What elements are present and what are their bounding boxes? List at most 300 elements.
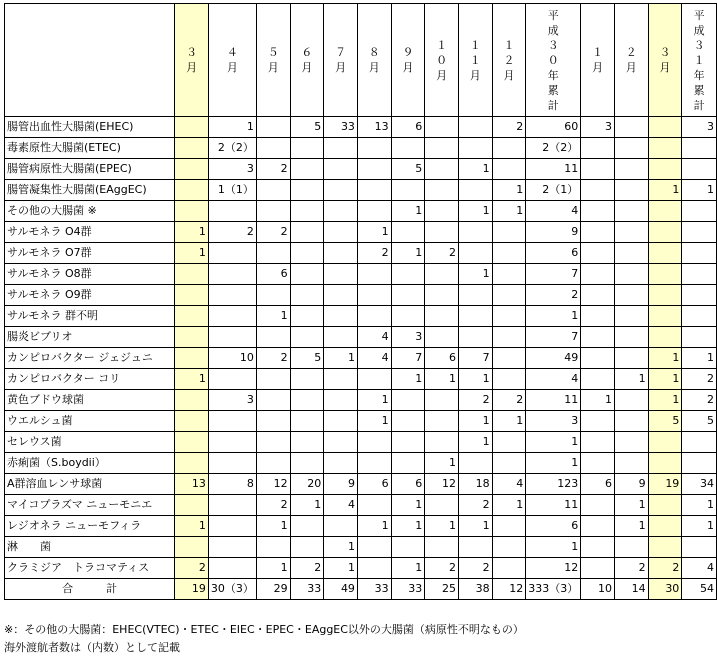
table-cell: [208, 201, 256, 222]
column-header: [324, 4, 358, 117]
table-cell: [614, 390, 648, 411]
table-cell: [324, 327, 358, 348]
table-cell: [256, 285, 290, 306]
table-cell: 49: [324, 579, 358, 600]
row-label: カンピロバクター ジェジュニ: [5, 348, 175, 369]
table-cell: [492, 327, 526, 348]
table-cell: [175, 201, 209, 222]
table-cell: [208, 306, 256, 327]
table-row: [5, 537, 717, 558]
table-cell: 1: [357, 390, 391, 411]
table-cell: [492, 348, 526, 369]
table-cell: 8: [208, 474, 256, 495]
column-header-label: 平成３１年累計: [693, 8, 705, 112]
table-cell: [290, 264, 324, 285]
table-cell: 1: [682, 495, 717, 516]
table-cell: [208, 516, 256, 537]
column-header: [648, 4, 682, 117]
column-header: [290, 4, 324, 117]
table-cell: 5: [682, 411, 717, 432]
table-cell: [324, 285, 358, 306]
table-cell: [581, 285, 615, 306]
table-cell: [581, 327, 615, 348]
column-header: [581, 4, 615, 117]
table-cell: [175, 138, 209, 159]
table-cell: [208, 537, 256, 558]
table-cell: [492, 159, 526, 180]
table-cell: [357, 138, 391, 159]
table-cell: 6: [391, 474, 425, 495]
row-label: サルモネラ O9群: [5, 285, 175, 306]
table-row: [5, 495, 717, 516]
table-cell: [175, 180, 209, 201]
table-cell: [290, 516, 324, 537]
row-label: マイコプラズマ ニューモニエ: [5, 495, 175, 516]
table-cell: 11: [526, 390, 581, 411]
table-cell: 1: [175, 369, 209, 390]
column-header-label: 平成３０年累計: [547, 8, 559, 112]
table-cell: 1: [458, 159, 492, 180]
column-header-label: ７月: [335, 46, 347, 74]
table-cell: [425, 537, 459, 558]
table-cell: [492, 516, 526, 537]
table-cell: [357, 558, 391, 579]
table-cell: [256, 537, 290, 558]
table-cell: [208, 411, 256, 432]
column-header-label: １１月: [469, 38, 481, 82]
table-row: [5, 306, 717, 327]
table-cell: [357, 432, 391, 453]
table-cell: 1: [614, 495, 648, 516]
table-cell: [492, 558, 526, 579]
table-cell: [648, 117, 682, 138]
table-cell: 1: [458, 432, 492, 453]
table-cell: 1: [425, 516, 459, 537]
table-cell: [581, 201, 615, 222]
table-row: [5, 558, 717, 579]
table-cell: [256, 243, 290, 264]
table-cell: [581, 558, 615, 579]
table-cell: 2（2）: [208, 138, 256, 159]
table-cell: [425, 138, 459, 159]
row-label: サルモネラ O4群: [5, 222, 175, 243]
table-cell: [290, 411, 324, 432]
row-label: セレウス菌: [5, 432, 175, 453]
table-cell: [391, 285, 425, 306]
table-cell: [175, 495, 209, 516]
table-cell: [614, 348, 648, 369]
row-label: サルモネラ O8群: [5, 264, 175, 285]
table-cell: [425, 306, 459, 327]
table-row: [5, 369, 717, 390]
table-cell: [492, 537, 526, 558]
notes: [4, 621, 524, 657]
table-cell: [492, 432, 526, 453]
table-cell: [682, 159, 717, 180]
table-cell: 7: [526, 327, 581, 348]
table-cell: 123: [526, 474, 581, 495]
table-cell: [357, 495, 391, 516]
table-cell: 2: [492, 390, 526, 411]
table-cell: [581, 537, 615, 558]
table-cell: [425, 432, 459, 453]
table-cell: 3: [682, 117, 717, 138]
table-cell: 4: [682, 558, 717, 579]
table-cell: [682, 222, 717, 243]
table-cell: 2: [256, 348, 290, 369]
row-label: 毒素原性大腸菌(ETEC): [5, 138, 175, 159]
table-cell: [391, 222, 425, 243]
table-cell: 1: [648, 348, 682, 369]
table-cell: [682, 537, 717, 558]
row-label: カンピロバクター コリ: [5, 369, 175, 390]
table-cell: 1: [324, 558, 358, 579]
column-header-label: ５月: [267, 46, 279, 74]
table-cell: [425, 180, 459, 201]
column-header: [175, 4, 209, 117]
table-cell: 3: [581, 117, 615, 138]
table-cell: [581, 180, 615, 201]
table-cell: [648, 222, 682, 243]
table-cell: [256, 411, 290, 432]
table-cell: 2: [256, 159, 290, 180]
table-cell: 1: [526, 306, 581, 327]
table-cell: 19: [175, 579, 209, 600]
table-cell: 1: [581, 390, 615, 411]
table-cell: [256, 369, 290, 390]
header-row: [5, 4, 717, 117]
table-cell: 10: [581, 579, 615, 600]
table-cell: [324, 411, 358, 432]
row-label: 腸管凝集性大腸菌(EAggEC): [5, 180, 175, 201]
table-cell: 10: [208, 348, 256, 369]
table-cell: [324, 432, 358, 453]
table-cell: 1: [526, 453, 581, 474]
table-cell: [648, 138, 682, 159]
table-cell: 1: [648, 390, 682, 411]
table-row: [5, 264, 717, 285]
table-cell: 12: [425, 474, 459, 495]
table-cell: [458, 285, 492, 306]
table-cell: [425, 495, 459, 516]
table-cell: [391, 411, 425, 432]
table-cell: [290, 159, 324, 180]
table-cell: [256, 117, 290, 138]
table-cell: [324, 180, 358, 201]
header-corner: [5, 4, 175, 117]
table-cell: [357, 285, 391, 306]
table-cell: 1: [290, 495, 324, 516]
table-cell: 1: [458, 516, 492, 537]
table-cell: [458, 306, 492, 327]
table-cell: 12: [492, 579, 526, 600]
table-cell: 5: [391, 159, 425, 180]
table-cell: [290, 138, 324, 159]
table-cell: 1: [175, 516, 209, 537]
table-cell: [425, 411, 459, 432]
table-cell: [682, 453, 717, 474]
table-cell: [391, 138, 425, 159]
table-cell: [581, 306, 615, 327]
table-cell: [290, 285, 324, 306]
row-label: 赤痢菌（S.boydii）: [5, 453, 175, 474]
column-header-label: ３月: [659, 46, 671, 74]
table-row: [5, 411, 717, 432]
table-cell: [425, 201, 459, 222]
table-row: [5, 453, 717, 474]
table-cell: [290, 327, 324, 348]
table-cell: 4: [357, 348, 391, 369]
table-cell: 9: [526, 222, 581, 243]
table-cell: [357, 201, 391, 222]
table-cell: [175, 411, 209, 432]
row-label: ウエルシュ菌: [5, 411, 175, 432]
table-cell: [682, 264, 717, 285]
table-cell: 1（1）: [208, 180, 256, 201]
column-header-label: １２月: [503, 38, 515, 82]
table-cell: [648, 264, 682, 285]
column-header: [391, 4, 425, 117]
table-cell: [682, 285, 717, 306]
table-cell: [581, 432, 615, 453]
table-cell: 2: [682, 390, 717, 411]
table-cell: [175, 327, 209, 348]
table-cell: 2: [492, 117, 526, 138]
table-cell: 1: [648, 369, 682, 390]
table-cell: 33: [290, 579, 324, 600]
table-cell: [581, 348, 615, 369]
table-cell: 1: [256, 516, 290, 537]
table-cell: 12: [256, 474, 290, 495]
table-cell: 1: [526, 432, 581, 453]
table-cell: [614, 411, 648, 432]
table-cell: 60: [526, 117, 581, 138]
column-header-label: ４月: [226, 46, 238, 74]
table-cell: 2（1）: [526, 180, 581, 201]
table-cell: 14: [614, 579, 648, 600]
table-cell: [357, 180, 391, 201]
table-cell: [425, 264, 459, 285]
table-cell: [324, 369, 358, 390]
table-cell: 1: [492, 411, 526, 432]
table-cell: [256, 180, 290, 201]
table-cell: [682, 138, 717, 159]
table-cell: [614, 222, 648, 243]
column-header: [682, 4, 717, 117]
pathogen-table: [4, 3, 717, 600]
table-cell: 2: [357, 243, 391, 264]
table-cell: 3: [391, 327, 425, 348]
table-cell: [581, 453, 615, 474]
table-cell: [324, 390, 358, 411]
table-cell: 2: [290, 558, 324, 579]
table-cell: 1: [324, 537, 358, 558]
table-cell: [290, 222, 324, 243]
table-cell: 2（2）: [526, 138, 581, 159]
table-cell: [290, 306, 324, 327]
table-cell: [425, 159, 459, 180]
table-cell: [581, 138, 615, 159]
table-cell: 1: [391, 369, 425, 390]
table-cell: [581, 516, 615, 537]
table-cell: 2: [682, 369, 717, 390]
table-cell: [648, 495, 682, 516]
table-cell: [648, 516, 682, 537]
table-cell: [324, 159, 358, 180]
table-cell: 1: [208, 117, 256, 138]
table-cell: 1: [357, 222, 391, 243]
table-cell: [290, 537, 324, 558]
table-cell: [208, 243, 256, 264]
table-cell: [324, 138, 358, 159]
column-header: [492, 4, 526, 117]
table-cell: [614, 159, 648, 180]
table-cell: 2: [175, 558, 209, 579]
table-row: [5, 432, 717, 453]
table-cell: [492, 453, 526, 474]
table-cell: 7: [526, 264, 581, 285]
table-cell: [458, 453, 492, 474]
table-cell: [208, 453, 256, 474]
table-row: [5, 243, 717, 264]
table-cell: 20: [290, 474, 324, 495]
table-cell: 33: [391, 579, 425, 600]
note-other-ecoli: ※：その他の大腸菌：EHEC(VTEC)・ETEC・EIEC・EPEC・EAggEC以外の大腸菌（病原性不明なもの）: [4, 623, 524, 636]
table-cell: 1: [492, 201, 526, 222]
table-cell: 1: [526, 537, 581, 558]
table-cell: 2: [256, 222, 290, 243]
table-cell: 49: [526, 348, 581, 369]
table-cell: 1: [682, 180, 717, 201]
table-cell: 2: [458, 390, 492, 411]
table-cell: [290, 453, 324, 474]
row-label: 淋 菌: [5, 537, 175, 558]
table-cell: [614, 180, 648, 201]
table-cell: [391, 432, 425, 453]
table-cell: 1: [492, 180, 526, 201]
column-header-label: １月: [592, 46, 604, 74]
table-row: [5, 138, 717, 159]
table-row: [5, 390, 717, 411]
table-cell: [208, 327, 256, 348]
table-cell: [208, 432, 256, 453]
table-cell: 11: [526, 159, 581, 180]
table-row: [5, 180, 717, 201]
table-cell: [614, 117, 648, 138]
table-cell: 1: [357, 411, 391, 432]
table-cell: 4: [357, 327, 391, 348]
table-cell: 2: [458, 558, 492, 579]
table-cell: [614, 327, 648, 348]
table-cell: [581, 369, 615, 390]
table-cell: [391, 180, 425, 201]
table-cell: 2: [526, 285, 581, 306]
column-header-label: ６月: [301, 46, 313, 74]
total-row: [5, 579, 717, 600]
table-cell: [682, 201, 717, 222]
table-cell: [425, 327, 459, 348]
table-cell: [256, 453, 290, 474]
table-cell: [324, 201, 358, 222]
table-cell: 18: [458, 474, 492, 495]
column-header: [208, 4, 256, 117]
table-cell: [324, 453, 358, 474]
row-label: レジオネラ ニューモフィラ: [5, 516, 175, 537]
table-cell: [391, 306, 425, 327]
table-cell: [682, 306, 717, 327]
table-cell: 2: [425, 558, 459, 579]
table-row: [5, 474, 717, 495]
table-row: [5, 327, 717, 348]
table-cell: 1: [492, 495, 526, 516]
table-cell: [425, 222, 459, 243]
table-row: [5, 516, 717, 537]
table-cell: 54: [682, 579, 717, 600]
table-cell: 33: [357, 579, 391, 600]
table-cell: 1: [357, 516, 391, 537]
table-cell: [648, 159, 682, 180]
table-cell: [175, 264, 209, 285]
table-cell: [357, 453, 391, 474]
table-cell: [175, 453, 209, 474]
table-cell: [290, 390, 324, 411]
table-cell: [581, 411, 615, 432]
table-cell: 19: [648, 474, 682, 495]
table-cell: [648, 201, 682, 222]
table-row: [5, 201, 717, 222]
row-label: サルモネラ O7群: [5, 243, 175, 264]
table-cell: 33: [324, 117, 358, 138]
table-cell: [458, 180, 492, 201]
column-header-label: ３月: [186, 46, 198, 74]
note-travelers: 海外渡航者数は（内数）として記載: [4, 641, 180, 654]
table-cell: [458, 222, 492, 243]
column-header: [256, 4, 290, 117]
table-cell: [682, 243, 717, 264]
column-header-label: ８月: [368, 46, 380, 74]
table-cell: 13: [357, 117, 391, 138]
table-cell: 12: [526, 558, 581, 579]
table-cell: [682, 432, 717, 453]
table-cell: [682, 327, 717, 348]
table-cell: [648, 285, 682, 306]
table-cell: 1: [391, 201, 425, 222]
row-label: 腸管病原性大腸菌(EPEC): [5, 159, 175, 180]
table-cell: [208, 558, 256, 579]
column-header-label: ２月: [625, 46, 637, 74]
table-cell: 9: [324, 474, 358, 495]
table-cell: [614, 306, 648, 327]
table-row: [5, 222, 717, 243]
table-cell: [458, 327, 492, 348]
table-cell: [290, 201, 324, 222]
table-cell: [581, 495, 615, 516]
table-cell: [614, 138, 648, 159]
table-cell: [614, 432, 648, 453]
table-cell: 1: [458, 369, 492, 390]
table-cell: 4: [526, 369, 581, 390]
column-header: [526, 4, 581, 117]
table-cell: 3: [526, 411, 581, 432]
table-cell: [290, 369, 324, 390]
table-cell: [391, 390, 425, 411]
table-cell: 1: [425, 369, 459, 390]
table-cell: [614, 285, 648, 306]
row-label: その他の大腸菌 ※: [5, 201, 175, 222]
table-cell: 1: [175, 243, 209, 264]
table-cell: [357, 159, 391, 180]
table-cell: [648, 432, 682, 453]
